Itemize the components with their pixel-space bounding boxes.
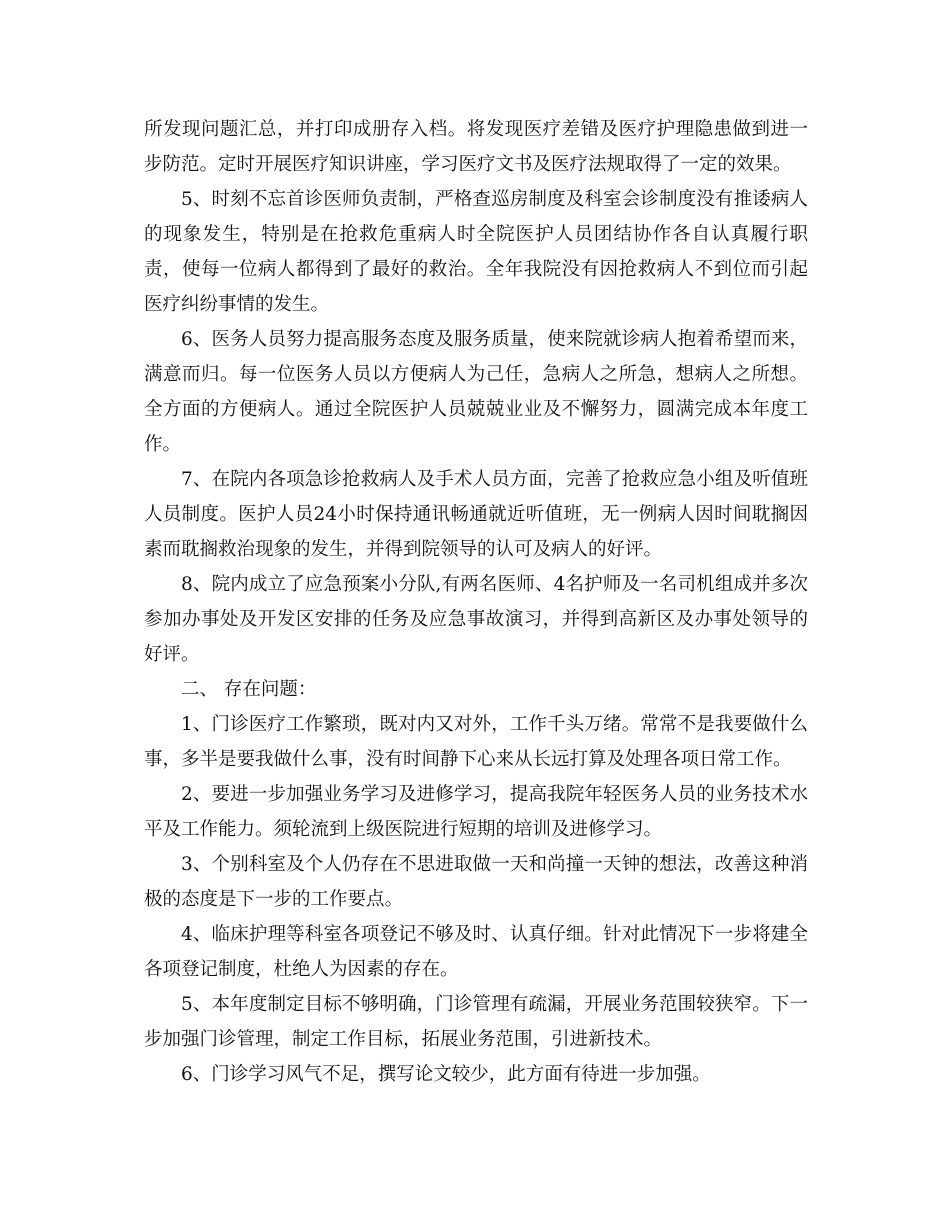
paragraph-item-6: 6、医务人员努力提高服务态度及服务质量，使来院就诊病人抱着希望而来，满意而归。每一位医务人员以方便病人为己任，急病人之所急，想病人之所想。全方面的方便病人。通过全院医护人员兢兢业业及不懈努力，圆满完成本年度工作。: [144, 329, 808, 455]
problem-item-4: 4、临床护理等科室各项登记不够及时、认真仔细。针对此情况下一步将建全各项登记制度，杜绝人为因素的存在。: [144, 924, 808, 980]
document-body: [144, 112, 808, 1092]
paragraph-item-7: 7、在院内各项急诊抢救病人及手术人员方面，完善了抢救应急小组及听值班人员制度。医护人员24小时保持通讯畅通就近听值班，无一例病人因时间耽搁因素而耽搁救治现象的发生，并得到院领导的认可及病人的好评。: [144, 469, 808, 560]
paragraph-item-5: 5、时刻不忘首诊医师负责制，严格查巡房制度及科室会诊制度没有推诿病人的现象发生，特别是在抢救危重病人时全院医护人员团结协作各自认真履行职责，使每一位病人都得到了最好的救治。全年我院没有因抢救病人不到位而引起医疗纠纷事情的发生。: [144, 189, 808, 315]
section-heading-problems: 二、 存在问题：: [181, 679, 317, 700]
problem-item-6: 6、门诊学习风气不足，撰写论文较少，此方面有待进一步加强。: [181, 1064, 711, 1085]
problem-item-1: 1、门诊医疗工作繁琐，既对内又对外，工作千头万绪。常常不是我要做什么事，多半是要我做什么事，没有时间静下心来从长远打算及处理各项日常工作。: [144, 714, 808, 770]
problem-item-3: 3、个别科室及个人仍存在不思进取做一天和尚撞一天钟的想法，改善这种消极的态度是下一步的工作要点。: [144, 854, 808, 910]
paragraph-continuation: 所发现问题汇总，并打印成册存入档。将发现医疗差错及医疗护理隐患做到进一步防范。定时开展医疗知识讲座，学习医疗文书及医疗法规取得了一定的效果。: [144, 119, 808, 175]
paragraph-item-8: 8、院内成立了应急预案小分队,有两名医师、4名护师及一名司机组成并多次参加办事处及开发区安排的任务及应急事故演习，并得到高新区及办事处领导的好评。: [144, 574, 808, 665]
problem-item-5: 5、本年度制定目标不够明确，门诊管理有疏漏，开展业务范围较狭窄。下一步加强门诊管理，制定工作目标，拓展业务范围，引进新技术。: [144, 994, 808, 1050]
problem-item-2: 2、要进一步加强业务学习及进修学习，提高我院年轻医务人员的业务技术水平及工作能力。须轮流到上级医院进行短期的培训及进修学习。: [144, 784, 808, 840]
